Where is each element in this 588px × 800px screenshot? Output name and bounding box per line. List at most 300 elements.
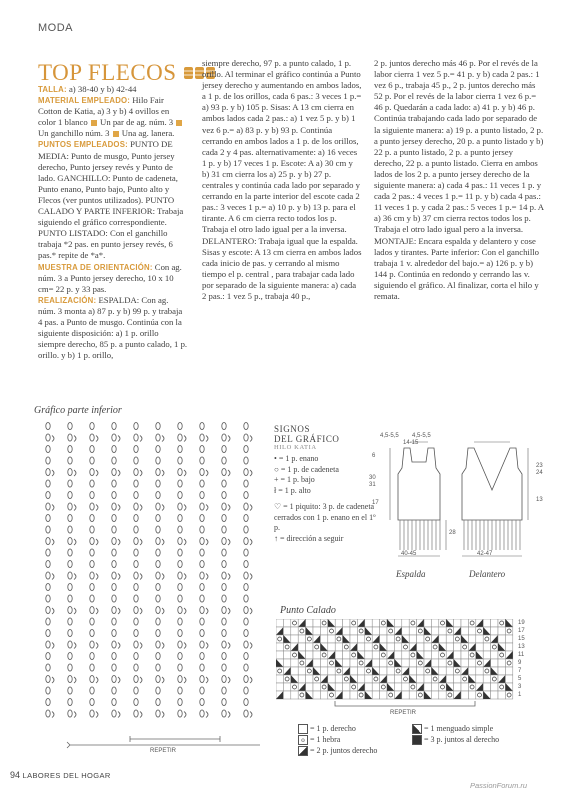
picot-mark bbox=[250, 436, 252, 442]
grid-cell bbox=[372, 691, 379, 699]
legend-item: ł = 1 p. alto bbox=[274, 485, 311, 495]
grid-cell bbox=[454, 675, 461, 683]
picot-mark bbox=[184, 574, 186, 580]
grid-cell bbox=[298, 691, 305, 699]
grid-cell bbox=[320, 635, 327, 643]
grid-cell bbox=[306, 667, 313, 675]
picot-mark bbox=[206, 643, 208, 649]
picot-mark bbox=[140, 677, 142, 683]
chain-stitch-mark bbox=[244, 583, 248, 590]
chain-stitch-mark bbox=[68, 514, 72, 521]
grid-cell bbox=[468, 627, 475, 635]
grid-cell bbox=[328, 691, 335, 699]
chain-stitch-mark bbox=[46, 572, 50, 579]
chain-stitch-mark bbox=[134, 549, 138, 556]
chain-stitch-mark bbox=[222, 537, 226, 544]
legend-item: = 2 p. juntos derecho bbox=[298, 745, 377, 756]
calado-legend-right bbox=[412, 723, 499, 745]
symbols-legend bbox=[274, 424, 382, 544]
grid-cell bbox=[335, 635, 342, 643]
chain-stitch-mark bbox=[244, 710, 248, 717]
chain-stitch-mark bbox=[90, 629, 94, 636]
grid-cell bbox=[431, 643, 438, 651]
grid-cell bbox=[505, 691, 512, 699]
chain-stitch-mark bbox=[244, 629, 248, 636]
grid-cell bbox=[320, 691, 327, 699]
picot-mark bbox=[228, 677, 230, 683]
picot-mark bbox=[250, 643, 252, 649]
grid-cell bbox=[380, 683, 387, 691]
grid-cell bbox=[461, 691, 468, 699]
grid-cell bbox=[350, 651, 357, 659]
chain-stitch-mark bbox=[134, 664, 138, 671]
picot-mark bbox=[96, 712, 98, 718]
grid-cell bbox=[343, 651, 350, 659]
grid-cell bbox=[291, 635, 298, 643]
grid-cell bbox=[498, 659, 505, 667]
grid-cell bbox=[306, 619, 313, 627]
grid-cell bbox=[505, 667, 512, 675]
picot-mark bbox=[74, 539, 76, 545]
grid-cell bbox=[380, 659, 387, 667]
grid-cell bbox=[446, 675, 453, 683]
grid-cell bbox=[372, 675, 379, 683]
grid-cell bbox=[291, 667, 298, 675]
chain-stitch-mark bbox=[68, 606, 72, 613]
chain-stitch-mark bbox=[244, 687, 248, 694]
chain-stitch-mark bbox=[90, 422, 94, 429]
chain-stitch-mark bbox=[112, 664, 116, 671]
grid-cell bbox=[446, 643, 453, 651]
chain-stitch-mark bbox=[178, 641, 182, 648]
grid-cell bbox=[409, 627, 416, 635]
empty-square-icon bbox=[298, 724, 308, 734]
picot-mark bbox=[162, 608, 164, 614]
grid-cell bbox=[498, 667, 505, 675]
picot-mark bbox=[162, 643, 164, 649]
chain-stitch-mark bbox=[68, 641, 72, 648]
picot-mark bbox=[184, 677, 186, 683]
title-row bbox=[38, 60, 217, 86]
grid-cell bbox=[424, 635, 431, 643]
picot-mark bbox=[118, 608, 120, 614]
grid-cell bbox=[320, 659, 327, 667]
chain-stitch-mark bbox=[156, 595, 160, 602]
grid-cell bbox=[461, 659, 468, 667]
chain-stitch-mark bbox=[46, 606, 50, 613]
grid-cell bbox=[417, 691, 424, 699]
picot-mark bbox=[74, 505, 76, 511]
grid-cell bbox=[387, 627, 394, 635]
calado-repeat-bracket bbox=[330, 700, 480, 710]
schematic-right-a: 23 24 bbox=[536, 463, 543, 476]
picot-mark bbox=[118, 574, 120, 580]
grid-cell bbox=[387, 667, 394, 675]
grid-cell bbox=[350, 627, 357, 635]
grid-cell bbox=[320, 667, 327, 675]
chain-stitch-mark bbox=[112, 537, 116, 544]
ssk-icon bbox=[412, 724, 422, 734]
grid-cell bbox=[350, 619, 357, 627]
punto-calado-caption: Punto Calado bbox=[280, 605, 336, 616]
grid-cell bbox=[357, 675, 364, 683]
bullet-square-icon bbox=[176, 120, 182, 126]
arrow-up-icon: ↑ bbox=[274, 533, 278, 543]
grid-cell bbox=[394, 667, 401, 675]
chain-stitch-mark bbox=[244, 503, 248, 510]
grid-cell bbox=[394, 643, 401, 651]
grid-cell bbox=[417, 635, 424, 643]
grid-cell bbox=[498, 683, 505, 691]
chain-stitch-mark bbox=[156, 652, 160, 659]
grid-cell bbox=[320, 683, 327, 691]
picot-mark bbox=[74, 574, 76, 580]
picot-mark bbox=[162, 436, 164, 442]
grid-cell bbox=[409, 651, 416, 659]
chain-stitch-mark bbox=[222, 457, 226, 464]
schematic-neck-width: 14-15 bbox=[403, 440, 419, 446]
chain-stitch-mark bbox=[222, 514, 226, 521]
grid-cell bbox=[491, 651, 498, 659]
grid-cell bbox=[409, 683, 416, 691]
chain-stitch-mark bbox=[156, 606, 160, 613]
grid-cell bbox=[417, 643, 424, 651]
page-number: 94 bbox=[10, 770, 21, 780]
grid-cell bbox=[483, 619, 490, 627]
grid-cell bbox=[483, 675, 490, 683]
chain-stitch-mark bbox=[112, 514, 116, 521]
grid-cell bbox=[387, 635, 394, 643]
chain-stitch-mark bbox=[156, 618, 160, 625]
chain-stitch-mark bbox=[244, 480, 248, 487]
grid-cell bbox=[283, 683, 290, 691]
paragraph-muestra: MUESTRA DE ORIENTACIÓN: Con ag. núm. 3 a Punto jersey derecho, 10 x 10 cm= 22 p. y 33 pas. bbox=[38, 261, 182, 294]
grid-cell bbox=[283, 619, 290, 627]
picot-mark bbox=[250, 539, 252, 545]
grid-cell bbox=[343, 643, 350, 651]
grid-cell bbox=[476, 691, 483, 699]
picot-mark bbox=[118, 712, 120, 718]
chain-stitch-mark bbox=[46, 549, 50, 556]
chain-stitch-mark bbox=[90, 675, 94, 682]
chain-stitch-mark bbox=[200, 710, 204, 717]
picot-mark bbox=[74, 470, 76, 476]
chain-stitch-mark bbox=[46, 641, 50, 648]
picot-mark bbox=[228, 505, 230, 511]
grid-cell bbox=[328, 675, 335, 683]
grid-cell bbox=[276, 643, 283, 651]
chain-stitch-mark bbox=[68, 652, 72, 659]
grid-cell bbox=[313, 643, 320, 651]
chain-stitch-mark bbox=[134, 629, 138, 636]
schematic-left-a: 6 bbox=[372, 453, 376, 459]
chain-stitch-mark bbox=[178, 514, 182, 521]
picot-mark bbox=[184, 436, 186, 442]
chain-stitch-mark bbox=[46, 675, 50, 682]
picot-mark bbox=[184, 643, 186, 649]
k3tog-icon bbox=[412, 735, 422, 745]
grid-cell bbox=[387, 659, 394, 667]
grid-cell bbox=[402, 651, 409, 659]
picot-mark bbox=[162, 505, 164, 511]
chain-stitch-mark bbox=[112, 583, 116, 590]
chain-stitch-mark bbox=[134, 457, 138, 464]
chain-stitch-mark bbox=[200, 595, 204, 602]
text-column-3: 2 p. juntos derecho más 46 p. Por el revés de la labor cierra 1 vez 5 p.= 41 p. y b) cada 2 pas.: 1 vez 6 p., trabaja 45 p., 2 p. juntos derecho más 52 p. Por el revés de la labor cierra 1 vez 6 p.= 46 p. Quedarán a cada lado: a) 41 p. y b) 46 p. Continúa trabajando cada lado por separado de la siguiente manera: a) 19 p. a punto listado, 2 p. a punto jersey derecho, 20 p. a punto listado y b) 22 p. a punto listado, 2 p. a punto jersey derecho, 22 p. a punto listado. Cierra en ambos lados de los 2 p. a punto jersey derecho de la siguiente manera: a) cada 4 pas.: 11 veces 1 p. y cada 2 pas.: 4 veces 1 p.= 11 p. y b) cada 4 pas.: 11 veces 1 p. y cada 2 pas.: 5 veces 1 p.= 14 p. A a) 36 cm y b) 37 cm cierra rectos todos los p. Trabaja el otro lado igual pero a la inversa. MONTAJE: Encara espalda y delantero y cose lados y tirantes. Parte inferior: Con el ganchillo trabaja 1 v. alrededor del bajo.= a) 126 p. y b) 144 p. Continúa en redondo y cerrando las v. siguiendo el gráfico. Al finalizar, corta el hilo y remata. bbox=[374, 58, 544, 301]
chain-stitch-mark bbox=[244, 560, 248, 567]
chain-stitch-mark bbox=[156, 480, 160, 487]
grid-cell bbox=[380, 635, 387, 643]
grid-cell bbox=[320, 651, 327, 659]
chain-stitch-mark bbox=[112, 675, 116, 682]
chain-stitch-mark bbox=[244, 549, 248, 556]
picot-mark bbox=[228, 608, 230, 614]
grid-cell bbox=[491, 643, 498, 651]
grid-cell bbox=[424, 619, 431, 627]
chain-stitch-mark bbox=[90, 514, 94, 521]
page-footer bbox=[10, 770, 111, 780]
chain-stitch-mark bbox=[200, 641, 204, 648]
chain-stitch-mark bbox=[134, 572, 138, 579]
grid-cell bbox=[291, 627, 298, 635]
grid-cell bbox=[291, 683, 298, 691]
chain-stitch-mark bbox=[200, 514, 204, 521]
chain-stitch-mark bbox=[156, 526, 160, 533]
chain-stitch-mark bbox=[90, 526, 94, 533]
chain-stitch-mark bbox=[46, 480, 50, 487]
grid-cell bbox=[298, 635, 305, 643]
grid-cell bbox=[446, 667, 453, 675]
chain-stitch-mark bbox=[112, 422, 116, 429]
chain-stitch-mark bbox=[90, 537, 94, 544]
grid-cell bbox=[483, 651, 490, 659]
chain-stitch-mark bbox=[222, 595, 226, 602]
grid-cell bbox=[365, 635, 372, 643]
legend-item: = 1 p. derecho bbox=[298, 723, 377, 734]
chain-stitch-mark bbox=[112, 503, 116, 510]
schematic-top-left: 4,5-5,5 bbox=[380, 433, 399, 439]
grid-cell bbox=[483, 667, 490, 675]
chain-stitch-mark bbox=[178, 675, 182, 682]
grid-cell bbox=[446, 659, 453, 667]
chain-stitch-mark bbox=[112, 641, 116, 648]
grid-cell bbox=[380, 667, 387, 675]
grid-cell bbox=[387, 691, 394, 699]
chain-stitch-mark bbox=[156, 560, 160, 567]
chain-stitch-mark bbox=[134, 422, 138, 429]
schematic-top-right: 4,5-5,5 bbox=[412, 433, 431, 439]
legend-item: • = 1 p. enano bbox=[274, 454, 319, 463]
grid-cell bbox=[468, 635, 475, 643]
watermark: PassionForum.ru bbox=[470, 781, 528, 790]
picot-mark bbox=[52, 574, 54, 580]
chain-stitch-mark bbox=[178, 422, 182, 429]
chain-stitch-mark bbox=[90, 491, 94, 498]
chain-stitch-mark bbox=[178, 503, 182, 510]
grid-cell bbox=[505, 627, 512, 635]
chain-stitch-mark bbox=[222, 675, 226, 682]
grid-cell bbox=[476, 675, 483, 683]
grid-cell bbox=[498, 627, 505, 635]
picot-mark bbox=[250, 712, 252, 718]
grid-cell bbox=[409, 635, 416, 643]
grid-cell bbox=[357, 691, 364, 699]
picot-mark bbox=[74, 608, 76, 614]
chain-stitch-mark bbox=[244, 698, 248, 705]
picot-mark bbox=[206, 436, 208, 442]
picot-mark bbox=[228, 574, 230, 580]
grid-cell bbox=[350, 667, 357, 675]
grid-cell bbox=[313, 619, 320, 627]
grid-cell bbox=[291, 651, 298, 659]
chain-stitch-mark bbox=[222, 480, 226, 487]
grid-cell bbox=[417, 659, 424, 667]
chain-stitch-mark bbox=[46, 595, 50, 602]
grid-cell bbox=[306, 683, 313, 691]
grid-cell bbox=[402, 675, 409, 683]
chain-stitch-mark bbox=[178, 549, 182, 556]
grid-cell bbox=[306, 635, 313, 643]
chain-stitch-mark bbox=[68, 491, 72, 498]
picot-mark bbox=[250, 505, 252, 511]
lower-chart-repeat-label: REPETIR bbox=[150, 748, 177, 754]
picot-mark bbox=[52, 643, 54, 649]
grid-cell bbox=[394, 635, 401, 643]
chain-stitch-mark bbox=[244, 675, 248, 682]
chain-stitch-mark bbox=[90, 468, 94, 475]
grid-cell bbox=[365, 651, 372, 659]
chain-stitch-mark bbox=[244, 652, 248, 659]
grid-cell bbox=[328, 643, 335, 651]
chain-stitch-mark bbox=[200, 560, 204, 567]
grid-cell bbox=[461, 643, 468, 651]
picot-mark bbox=[118, 436, 120, 442]
grid-cell bbox=[335, 675, 342, 683]
grid-cell bbox=[402, 659, 409, 667]
grid-cell bbox=[365, 667, 372, 675]
grid-cell bbox=[298, 667, 305, 675]
chain-stitch-mark bbox=[112, 698, 116, 705]
paragraph-material: MATERIAL EMPLEADO: Hilo Fair Cotton de Katia, a) 3 y b) 4 ovillos en color 1 blanco Un par de ag. núm. 3 Un ganchillo núm. 3 Una ag. lanera. bbox=[38, 95, 188, 139]
picot-mark bbox=[206, 712, 208, 718]
chain-stitch-mark bbox=[222, 641, 226, 648]
chain-stitch-mark bbox=[134, 710, 138, 717]
chain-stitch-mark bbox=[68, 434, 72, 441]
grid-cell bbox=[357, 627, 364, 635]
grid-cell bbox=[402, 627, 409, 635]
chain-stitch-mark bbox=[200, 491, 204, 498]
chain-stitch-mark bbox=[46, 629, 50, 636]
grid-cell bbox=[328, 635, 335, 643]
grid-cell bbox=[424, 675, 431, 683]
magazine-name: LABORES DEL HOGAR bbox=[22, 771, 111, 780]
chain-stitch-mark bbox=[90, 457, 94, 464]
grid-cell bbox=[365, 683, 372, 691]
grid-cell bbox=[431, 691, 438, 699]
chain-stitch-mark bbox=[178, 434, 182, 441]
grid-cell bbox=[439, 627, 446, 635]
chain-stitch-mark bbox=[244, 526, 248, 533]
chain-stitch-mark bbox=[178, 698, 182, 705]
bullet-square-icon bbox=[113, 131, 119, 137]
grid-cell bbox=[365, 619, 372, 627]
grid-cell bbox=[372, 651, 379, 659]
chain-stitch-mark bbox=[222, 583, 226, 590]
picot-mark bbox=[228, 436, 230, 442]
chain-stitch-mark bbox=[244, 514, 248, 521]
chain-stitch-mark bbox=[46, 664, 50, 671]
grid-cell bbox=[446, 691, 453, 699]
grid-cell bbox=[431, 619, 438, 627]
chain-stitch-mark bbox=[222, 503, 226, 510]
chain-stitch-mark bbox=[200, 549, 204, 556]
grid-cell bbox=[491, 659, 498, 667]
chain-stitch-mark bbox=[222, 560, 226, 567]
chain-stitch-mark bbox=[46, 698, 50, 705]
grid-cell bbox=[313, 659, 320, 667]
grid-cell bbox=[409, 659, 416, 667]
chain-stitch-mark bbox=[222, 549, 226, 556]
chain-stitch-mark bbox=[222, 687, 226, 694]
chain-stitch-mark bbox=[222, 710, 226, 717]
chain-stitch-mark bbox=[134, 560, 138, 567]
chain-stitch-mark bbox=[178, 629, 182, 636]
picot-mark bbox=[162, 677, 164, 683]
schematic-fringe-length: 28 bbox=[449, 530, 456, 536]
chain-stitch-mark bbox=[68, 710, 72, 717]
grid-cell bbox=[372, 619, 379, 627]
chain-stitch-mark bbox=[200, 698, 204, 705]
chain-stitch-mark bbox=[156, 457, 160, 464]
chain-stitch-mark bbox=[244, 468, 248, 475]
grid-cell bbox=[298, 659, 305, 667]
grid-cell bbox=[291, 691, 298, 699]
grid-cell bbox=[380, 651, 387, 659]
cross-icon: + bbox=[274, 475, 279, 484]
grid-cell bbox=[468, 659, 475, 667]
picot-mark bbox=[52, 436, 54, 442]
text-column-2: siempre derecho, 97 p. a punto calado, 1 p. orillo. Al terminar el gráfico continúa a Punto jersey derecho y aumentando en ambos lados, a 1 p. de los orillos, cada 6 pas.: 3 veces 1 p.= a) 93 p. y b) 105 p. Sisas: A 13 cm cierra en ambos lados cada 2 pas.: a) 1 vez 5 p. y b) 1 vez 6 p.= a) 83 p. y b) 93 p. Continúa cerrando en ambos lados a 1 p. de los orillos, cada 2 y 4 pas. alternativamente: a) 16 veces 1 p. y b) 17 veces 1 p. Escote: A a) 30 cm y b) 31 cm cierra los a) 25 p. y b) 27 p. centrales y continúa cada lado por separado y cerrando en la parte interior del escote cada 2 pas.: 3 veces 1 p.= a) 10 p. y b) 13 p. para el tirante. A 6 cm cierra recto todos los p. Trabaja el otro lado igual per a la inversa. DELANTERO: Trabaja igual que la espalda. Sisas y escote: A 13 cm cierra en ambos lados cada inicio de pas. y cerrando al mismo tiempo el p. central , para trabajar cada lado por separado de la siguiente manera: a) cada 2 pas.: 1 vez 5 p., trabaja 40 p., bbox=[202, 58, 362, 301]
grid-cell bbox=[476, 643, 483, 651]
chain-stitch-mark bbox=[222, 526, 226, 533]
chain-stitch-mark bbox=[134, 468, 138, 475]
grid-cell bbox=[283, 643, 290, 651]
grid-cell bbox=[461, 619, 468, 627]
chain-stitch-mark bbox=[134, 434, 138, 441]
chain-stitch-mark bbox=[90, 664, 94, 671]
grid-cell bbox=[343, 627, 350, 635]
picot-mark bbox=[228, 539, 230, 545]
chain-stitch-mark bbox=[244, 422, 248, 429]
chain-stitch-mark bbox=[178, 595, 182, 602]
chain-stitch-mark bbox=[134, 583, 138, 590]
grid-cell bbox=[276, 635, 283, 643]
grid-cell bbox=[402, 683, 409, 691]
chain-stitch-mark bbox=[68, 468, 72, 475]
chain-stitch-mark bbox=[134, 698, 138, 705]
chain-stitch-mark bbox=[178, 468, 182, 475]
chain-stitch-mark bbox=[156, 422, 160, 429]
chain-stitch-mark bbox=[244, 434, 248, 441]
chain-stitch-mark bbox=[134, 537, 138, 544]
chain-stitch-mark bbox=[134, 445, 138, 452]
grid-cell bbox=[306, 643, 313, 651]
grid-cell bbox=[468, 619, 475, 627]
grid-cell bbox=[476, 667, 483, 675]
picot-mark bbox=[52, 677, 54, 683]
chain-stitch-mark bbox=[200, 629, 204, 636]
chain-stitch-mark bbox=[244, 457, 248, 464]
